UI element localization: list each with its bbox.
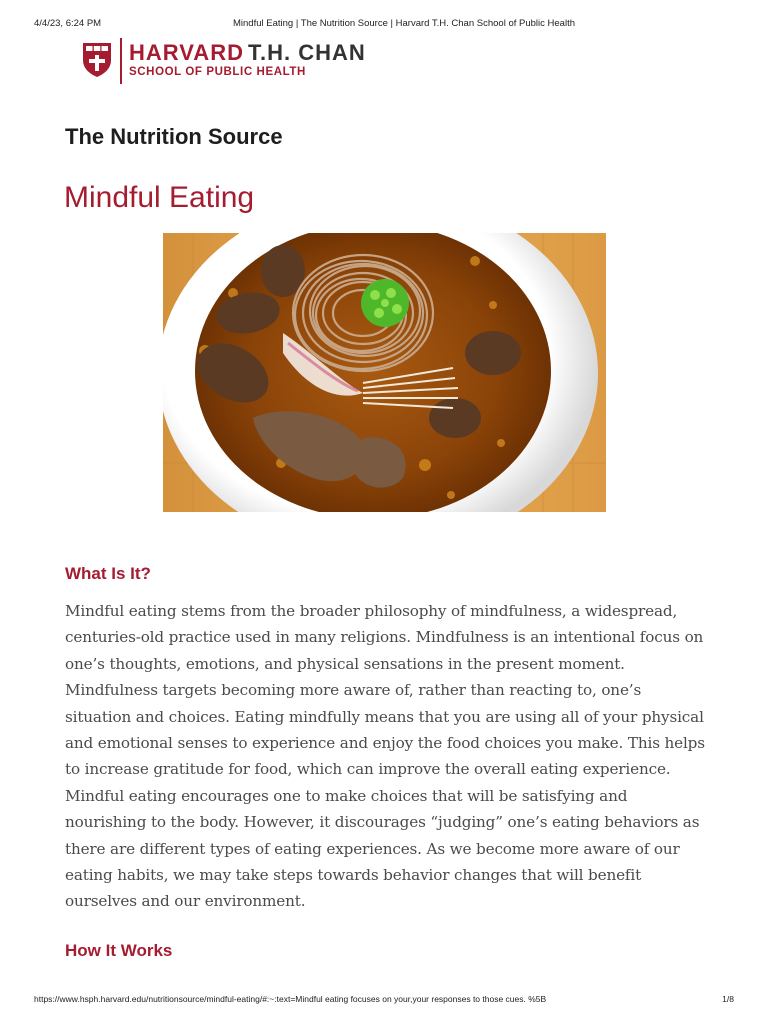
logo-subtitle: SCHOOL OF PUBLIC HEALTH — [129, 66, 306, 78]
logo-harvard: HARVARD — [129, 40, 244, 65]
harvard-chan-logo[interactable] — [82, 38, 382, 84]
print-footer — [34, 994, 734, 1008]
section-heading-what-is-it: What Is It? — [65, 564, 151, 583]
harvard-shield-icon — [82, 42, 112, 78]
hero-image — [163, 233, 606, 512]
page-title: Mindful Eating — [64, 181, 255, 214]
print-datetime: 4/4/23, 6:24 PM — [34, 18, 102, 29]
logo-chan: T.H. CHAN — [247, 40, 366, 65]
page-number: 1/8 — [722, 994, 734, 1004]
what-is-it-paragraph: Mindful eating stems from the broader philosophy of mindfulness, a widespread, centuries-old practice used in many religions. Mindfulness is an intentional focus on one’s thoughts, emotions, and physical sensations in the present moment. Mindfulness targets becoming more aware of, rather than reacting to, one’s situation and choices. Eating mindfully means that you are using all of your physical and emotional senses to experience and enjoy the food choices you make. This helps to increase gratitude for food, which can improve the overall eating experience. Mindful eating encourages one to make choices that will be satisfying and nourishing to the body. However, it discourages “judging” one’s eating behaviors as there are different types of eating experiences. As we become more aware of our eating habits, we may take steps towards behavior changes that will benefit ourselves and our environment. — [65, 602, 705, 911]
logo-wordmark — [129, 40, 366, 66]
print-url: https://www.hsph.harvard.edu/nutritionsource/mindful-eating/#:~:text=Mindful eating focuses on your,your responses to those cues. %5B — [34, 994, 547, 1004]
print-page-title: Mindful Eating | The Nutrition Source | Harvard T.H. Chan School of Public Health — [232, 18, 575, 29]
print-header — [34, 18, 734, 32]
section-heading-how-it-works: How It Works — [65, 941, 173, 960]
site-title[interactable]: The Nutrition Source — [65, 124, 283, 149]
soba-noodle-bowl-photo — [163, 233, 606, 512]
logo-divider — [120, 38, 122, 84]
